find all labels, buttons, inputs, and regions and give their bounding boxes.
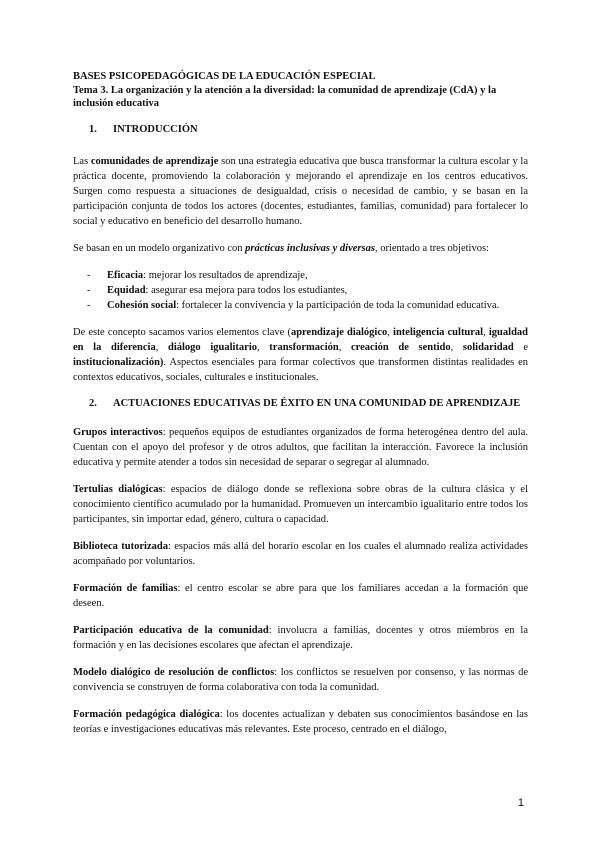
section-1-number: 1. [89,124,97,135]
document-page [73,70,528,737]
list-item: - Eficacia: mejorar los resultados de aprendizaje, [87,270,308,281]
intro-paragraph-3: De este concepto sacamos varios elementos clave (aprendizaje dialógico, inteligencia cultural, igualdad en la diferencia, diálogo igualitario, transformación, creación de sentido, solidaridad e institucionalización). Aspectos esenciales para formar colectivos que transformen distintas realidades en contextos educativos, sociales, culturales e institucionales. [73,327,529,383]
page-number: 1 [517,797,524,809]
section-2-heading [73,397,528,411]
action-grupos-interactivos: Grupos interactivos: pequeños equipos de estudiantes organizados de forma heterogénea dentro del aula. Cuentan con el apoyo del profesor y de otros adultos, que facilitan la interacción. Favorece la inclusión educativa y permite atender a todos sin necesidad de separar o segregar al alumnado. [73,427,528,468]
objectives-list [73,268,528,313]
section-2-number: 2. [89,398,97,409]
list-item: - Cohesión social: fortalecer la convivencia y la participación de toda la comunidad educativa. [87,300,500,311]
document-subject: BASES PSICOPEDAGÓGICAS DE LA EDUCACIÓN ESPECIAL [73,71,376,82]
section-1-heading [73,123,528,137]
action-formacion-pedagogica: Formación pedagógica dialógica: los docentes actualizan y debaten sus conocimientos basándose en las teorías e investigaciones educativas más relevantes. Este proceso, centrado en el diálogo, [73,709,528,735]
intro-paragraph-1: Las comunidades de aprendizaje son una estrategia educativa que busca transformar la cultura escolar y la práctica docente, promoviendo la colaboración y mejorando el aprendizaje en los centros educativos. Surgen como respuesta a situaciones de desigualdad, crisis o necesidad de cambio, y se basan en la participación conjunta de todos los actores (docentes, estudiantes, familias, comunidad) para fortalecer lo social y educativo en beneficio del desarrollo humano. [73,156,528,227]
intro-paragraph-2: Se basan en un modelo organizativo con prácticas inclusivas y diversas, orientado a tres objetivos: [73,243,489,254]
action-tertulias-dialogicas: Tertulias dialógicas: espacios de diálogo donde se reflexiona sobre obras de la cultura clásica y el conocimiento científico acumulado por la humanidad. Promueven un intercambio igualitario entre todos los participantes, sin importar edad, género, cultura o capacidad. [73,484,528,525]
action-participacion-comunidad: Participación educativa de la comunidad: involucra a familias, docentes y otros miembros en la formación y en las decisiones escolares que afectan el aprendizaje. [73,625,528,651]
action-formacion-familias: Formación de familias: el centro escolar se abre para que los familiares accedan a la formación que deseen. [73,583,528,609]
document-topic: Tema 3. La organización y la atención a la diversidad: la comunidad de aprendizaje (CdA) y la inclusión educativa [73,85,497,109]
action-resolucion-conflictos: Modelo dialógico de resolución de conflictos: los conflictos se resuelven por consenso, y las normas de convivencia se construyen de forma colaborativa con toda la comunidad. [73,667,529,693]
action-biblioteca-tutorizada: Biblioteca tutorizada: espacios más allá del horario escolar en los cuales el alumnado realiza actividades acompañado por voluntarios. [73,541,528,567]
section-1-title: INTRODUCCIÓN [113,124,198,135]
section-2-title: ACTUACIONES EDUCATIVAS DE ÉXITO EN UNA COMUNIDAD DE APRENDIZAJE [113,398,521,409]
list-item: - Equidad: asegurar esa mejora para todos los estudiantes, [87,285,348,296]
